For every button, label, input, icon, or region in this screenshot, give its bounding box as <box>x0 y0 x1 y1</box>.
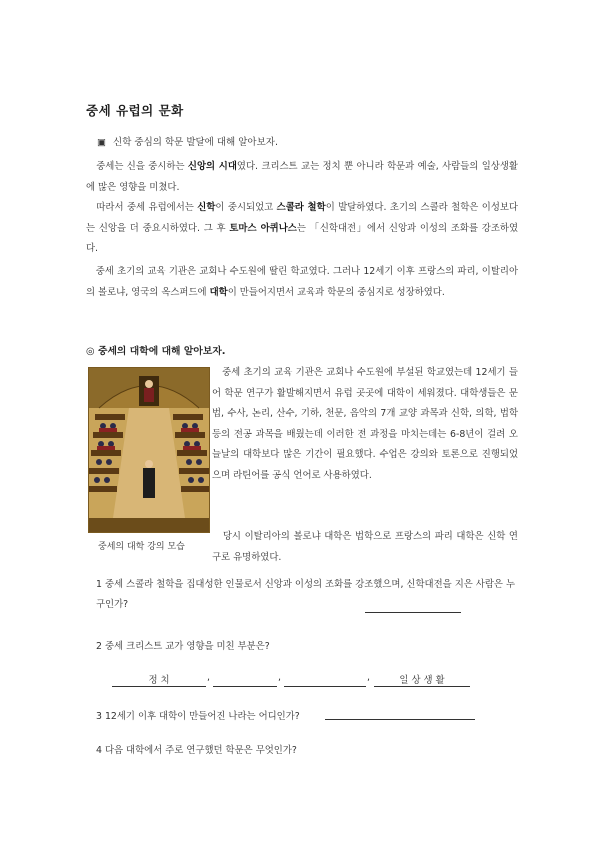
para2-text-e: 이 발달하였다. 초기의 스콜라 철학은 이성보다는 신앙을 더 중요시하였다. 그 후 <box>86 202 518 234</box>
answer-blank-3[interactable] <box>325 719 475 720</box>
learning-objective <box>97 134 278 148</box>
figure-caption: 중세의 대학 강의 모습 <box>98 542 185 552</box>
answer-blank-2b[interactable] <box>213 672 277 687</box>
para1-text-a: 중세는 신을 중시하는 <box>96 161 188 172</box>
university-specialties <box>212 527 518 568</box>
paragraph-universities <box>86 262 518 303</box>
question-2: 2 중세 크리스트 교가 영향을 미친 부분은? <box>96 641 270 652</box>
objective-text: 신학 중심의 학문 발달에 대해 알아보자. <box>113 137 278 148</box>
section-heading-text: 중세의 대학에 대해 알아보자. <box>97 346 226 357</box>
lecture-hall-image <box>89 368 209 532</box>
para2-keyword-scholasticism: 스콜라 철학 <box>276 202 326 213</box>
university-description <box>212 363 518 486</box>
question-4: 4 다음 대학에서 주로 연구했던 학문은 무엇인가? <box>96 745 297 756</box>
question-1: 1 중세 스콜라 철학을 집대성한 인물로서 신앙과 이성의 조화를 강조했으며, 신학대전을 지은 사람은 누구인가? <box>96 579 515 610</box>
para2-text-a: 따라서 중세 유럽에서는 <box>96 202 198 213</box>
answer-blank-1[interactable] <box>365 612 461 613</box>
square-bullet-icon: ▣ <box>97 137 106 148</box>
university-specialties-text: 당시 이탈리아의 볼로냐 대학은 법학으로 프랑스의 파리 대학은 신학 연구로 유명하였다. <box>212 531 518 563</box>
para2-keyword-theology: 신학 <box>197 202 216 213</box>
para2-keyword-aquinas: 토마스 아퀴나스 <box>229 222 297 234</box>
para1-text-c: 였다. 크리스트 교는 정치 뿐 아니라 학문과 예술, 사람들의 일상생활에 많은 영향을 미쳤다. <box>86 161 518 193</box>
para3-text-c: 이 만들어지면서 교육과 학문의 중심지로 성장하였다. <box>227 286 445 298</box>
answer-separator: , <box>367 672 370 683</box>
circle-bullet-icon: ◎ <box>86 346 95 357</box>
paragraph-faith-era <box>86 157 518 198</box>
answer-blank-2a[interactable]: 정 치 <box>112 672 206 687</box>
paragraph-scholasticism <box>86 198 518 260</box>
university-description-text: 중세 초기의 교육 기관은 교회나 수도원에 부설된 학교였는데 12세기 들어 학문 연구가 활발해지면서 유럽 곳곳에 대학이 세워졌다. 대학생들은 문법, 수사, 논리, 산수, 기하, 천문, 음악의 7개 교양 과목과 신학, 의학, 법학 등의 전공 과목을 배웠는데 이러한 전 과정을 마치는데는 6-8년이 걸려 오늘날의 대학보다 많은 기간이 필요했다. 수업은 강의와 토론으로 진행되었으며 라틴어를 공식 언어로 사용하였다. <box>212 367 518 481</box>
answer-separator: , <box>278 672 281 683</box>
para1-keyword-faith-era: 신앙의 시대 <box>187 161 237 172</box>
para3-keyword-university: 대학 <box>209 286 228 298</box>
answer-blank-2c[interactable] <box>284 672 366 687</box>
page-title: 중세 유럽의 문화 <box>86 103 184 118</box>
medieval-lecture-illustration <box>88 367 210 533</box>
section-heading <box>86 343 226 357</box>
answer-separator: , <box>207 672 210 683</box>
answer-blank-2d[interactable]: 일 상 생 활 <box>374 672 470 687</box>
para2-text-c: 이 중시되었고 <box>215 202 277 213</box>
para3-text-a: 중세 초기의 교육 기관은 교회나 수도원에 딸린 학교였다. 그러나 12세기 이후 프랑스의 파리, 이탈리아의 볼로냐, 영국의 옥스퍼드에 <box>86 266 518 298</box>
para2-text-g: 는 「신학대전」에서 신앙과 이성의 조화를 강조하였다. <box>86 222 518 254</box>
question-3: 3 12세기 이후 대학이 만들어진 나라는 어디인가? <box>96 711 300 722</box>
